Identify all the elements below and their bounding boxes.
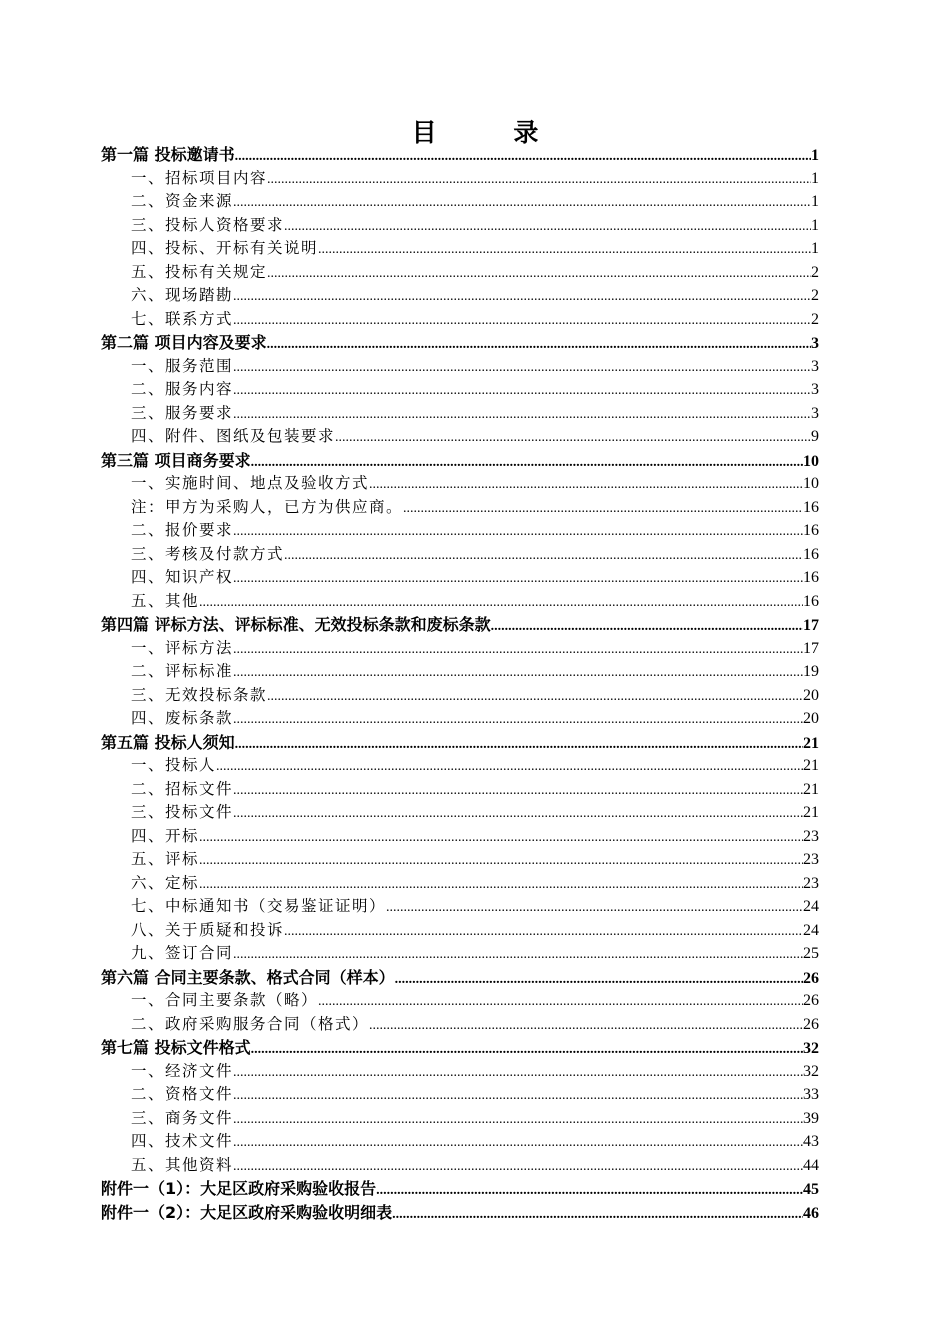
toc-page-number: 9 [811, 428, 819, 445]
toc-page-number: 44 [803, 1156, 819, 1174]
dot-leader [267, 333, 811, 355]
toc-entry-title: 注：甲方为采购人，已方为供应商。 [131, 497, 404, 516]
toc-page-number: 26 [803, 969, 819, 987]
dot-leader [233, 1155, 803, 1178]
toc-entry-title: 第三篇 项目商务要求 [101, 450, 251, 470]
dot-leader [318, 990, 803, 1013]
dot-leader [233, 1084, 803, 1107]
toc-section-entry[interactable] [101, 1107, 819, 1131]
table-of-contents [101, 143, 819, 1224]
dot-leader [284, 920, 803, 943]
toc-entry-title: 三、投标人资格要求 [131, 215, 285, 234]
toc-page-number: 23 [803, 851, 819, 868]
toc-page-number: 16 [803, 569, 819, 586]
toc-entry-title: 一、招标项目内容 [131, 168, 268, 187]
dot-leader [233, 1131, 803, 1154]
toc-entry-title: 五、其他 [131, 591, 200, 610]
toc-section-entry[interactable] [101, 284, 819, 308]
toc-page-number: 1 [811, 216, 819, 234]
dot-leader [233, 285, 811, 308]
toc-entry-title: 一、服务范围 [131, 356, 234, 375]
toc-page-number: 45 [803, 1181, 819, 1198]
toc-page-number: 3 [811, 335, 819, 352]
toc-page-number: 1 [811, 169, 819, 187]
toc-page-number: 19 [803, 663, 819, 680]
toc-section-entry[interactable] [101, 872, 819, 896]
dot-leader [318, 238, 811, 261]
dot-leader [491, 615, 803, 637]
dot-leader [251, 451, 803, 473]
toc-section-entry[interactable] [101, 801, 819, 825]
dot-leader [233, 1061, 803, 1084]
dot-leader [233, 779, 803, 802]
toc-entry-title: 二、资金来源 [131, 192, 234, 210]
dot-leader [395, 968, 803, 990]
toc-page-number: 24 [803, 921, 819, 939]
dot-leader [233, 191, 811, 214]
dot-leader [233, 379, 811, 402]
toc-page-number: 16 [803, 498, 819, 516]
toc-entry-title: 第六篇 合同主要条款、格式合同（样本） [101, 967, 395, 987]
toc-section-entry[interactable] [101, 778, 819, 802]
toc-page-number: 1 [811, 240, 819, 257]
toc-page-number: 10 [803, 452, 819, 470]
toc-entry-title: 五、评标 [131, 850, 200, 868]
toc-page-number: 20 [803, 710, 819, 727]
page-title: 目 录 [411, 118, 573, 147]
dot-leader [233, 567, 803, 590]
toc-chapter-entry[interactable] [101, 449, 819, 473]
toc-page-number: 1 [811, 193, 819, 210]
toc-page-number: 3 [811, 357, 819, 375]
toc-section-entry[interactable] [101, 919, 819, 943]
dot-leader [392, 1203, 803, 1225]
toc-entry-title: 四、知识产权 [131, 568, 234, 586]
toc-entry-title: 四、附件、图纸及包装要求 [131, 427, 336, 445]
toc-entry-title: 四、投标、开标有关说明 [131, 239, 319, 257]
toc-entry-title: 二、报价要求 [131, 521, 234, 539]
toc-entry-title: 第五篇 投标人须知 [101, 732, 235, 752]
toc-section-entry[interactable] [101, 308, 819, 332]
toc-entry-title: 六、现场踏勘 [131, 286, 234, 304]
dot-leader [267, 685, 803, 708]
toc-page-number: 23 [803, 874, 819, 892]
toc-section-entry[interactable] [101, 214, 819, 238]
toc-entry-title: 一、合同主要条款（略） [131, 991, 319, 1009]
toc-page-number: 17 [803, 617, 819, 634]
toc-entry-title: 八、关于质疑和投诉 [131, 920, 285, 939]
toc-section-entry[interactable] [101, 637, 819, 661]
dot-leader [376, 1179, 803, 1201]
toc-page-number: 2 [811, 310, 819, 328]
toc-page-number: 39 [803, 1109, 819, 1127]
toc-page-number: 16 [803, 545, 819, 563]
toc-section-entry[interactable] [101, 237, 819, 261]
toc-entry-title: 三、商务文件 [131, 1108, 234, 1127]
toc-page-number: 33 [803, 1086, 819, 1103]
dot-leader [235, 145, 811, 167]
dot-leader [233, 661, 803, 684]
toc-entry-title: 一、评标方法 [131, 638, 234, 657]
dot-leader [199, 826, 803, 849]
toc-page-number: 20 [803, 686, 819, 704]
toc-page-number: 23 [803, 827, 819, 845]
toc-page-number: 26 [803, 992, 819, 1009]
toc-section-entry[interactable] [101, 989, 819, 1013]
dot-leader [233, 638, 803, 661]
dot-leader [233, 309, 811, 332]
toc-chapter-entry[interactable] [101, 331, 819, 355]
toc-entry-title: 二、服务内容 [131, 380, 234, 398]
toc-section-entry[interactable] [101, 754, 819, 778]
toc-section-entry[interactable] [101, 942, 819, 966]
toc-page-number: 2 [811, 263, 819, 281]
toc-entry-title: 一、实施时间、地点及验收方式 [131, 474, 370, 492]
dot-leader [335, 426, 811, 449]
toc-entry-title: 三、服务要求 [131, 403, 234, 422]
toc-entry-title: 一、经济文件 [131, 1061, 234, 1080]
toc-section-entry[interactable] [101, 1083, 819, 1107]
toc-page-number: 24 [803, 898, 819, 915]
toc-page-number: 32 [803, 1040, 819, 1057]
toc-chapter-entry[interactable] [101, 1036, 819, 1060]
toc-section-entry[interactable] [101, 848, 819, 872]
toc-entry-title: 五、其他资料 [131, 1155, 234, 1174]
dot-leader [199, 849, 803, 872]
toc-entry-title: 第四篇 评标方法、评标标准、无效投标条款和废标条款 [101, 615, 491, 634]
toc-page-number: 16 [803, 522, 819, 539]
toc-entry-title: 五、投标有关规定 [131, 262, 268, 281]
toc-entry-title: 九、签订合同 [131, 944, 234, 962]
toc-section-entry[interactable] [101, 660, 819, 684]
toc-section-entry[interactable] [101, 1060, 819, 1084]
toc-chapter-entry[interactable] [101, 143, 819, 167]
toc-entry-title: 四、技术文件 [131, 1132, 234, 1150]
toc-chapter-entry[interactable] [101, 966, 819, 990]
dot-leader [386, 896, 803, 919]
toc-page-number: 46 [803, 1204, 819, 1222]
toc-entry-title: 三、投标文件 [131, 803, 234, 821]
dot-leader [233, 1108, 803, 1131]
toc-entry-title: 七、联系方式 [131, 309, 234, 328]
toc-entry-title: 二、招标文件 [131, 779, 234, 798]
toc-page-number: 25 [803, 945, 819, 962]
toc-entry-title: 附件一（2）：大足区政府采购验收明细表 [101, 1202, 393, 1222]
toc-section-entry[interactable] [101, 1013, 819, 1037]
dot-leader [233, 802, 803, 825]
toc-page-number: 3 [811, 381, 819, 398]
toc-chapter-entry[interactable] [101, 1201, 819, 1225]
toc-section-entry[interactable] [101, 472, 819, 496]
toc-page-number: 10 [803, 475, 819, 492]
toc-section-entry[interactable] [101, 825, 819, 849]
toc-section-entry[interactable] [101, 496, 819, 520]
toc-section-entry[interactable] [101, 355, 819, 379]
toc-page-number: 16 [803, 592, 819, 610]
dot-leader [199, 873, 803, 896]
toc-section-entry[interactable] [101, 590, 819, 614]
dot-leader [251, 1038, 803, 1060]
dot-leader [267, 168, 811, 191]
toc-section-entry[interactable] [101, 519, 819, 543]
dot-leader [369, 473, 803, 496]
dot-leader [233, 943, 803, 966]
toc-page-number: 3 [811, 404, 819, 422]
dot-leader [369, 1014, 803, 1037]
toc-page-number: 26 [803, 1015, 819, 1033]
toc-section-entry[interactable] [101, 261, 819, 285]
toc-entry-title: 四、废标条款 [131, 709, 234, 727]
toc-section-entry[interactable] [101, 1154, 819, 1178]
toc-entry-title: 七、中标通知书（交易鉴证证明） [131, 897, 387, 915]
toc-entry-title: 二、资格文件 [131, 1085, 234, 1103]
toc-entry-title: 二、政府采购服务合同（格式） [131, 1014, 370, 1033]
dot-leader [199, 591, 803, 614]
toc-section-entry[interactable] [101, 425, 819, 449]
dot-leader [233, 520, 803, 543]
dot-leader [403, 497, 803, 520]
toc-section-entry[interactable] [101, 167, 819, 191]
dot-leader [284, 215, 811, 238]
toc-entry-title: 一、投标人 [131, 756, 217, 774]
toc-entry-title: 附件一（1）：大足区政府采购验收报告 [101, 1179, 377, 1198]
dot-leader [284, 544, 803, 567]
toc-page-number: 21 [803, 780, 819, 798]
toc-page-number: 21 [803, 734, 819, 752]
toc-entry-title: 三、考核及付款方式 [131, 544, 285, 563]
toc-page-number: 21 [803, 757, 819, 774]
toc-section-entry[interactable] [101, 402, 819, 426]
dot-leader [235, 733, 803, 755]
toc-page-number: 17 [803, 639, 819, 657]
dot-leader [233, 708, 803, 731]
dot-leader [267, 262, 811, 285]
dot-leader [216, 755, 803, 778]
toc-page-number: 2 [811, 287, 819, 304]
toc-entry-title: 第七篇 投标文件格式 [101, 1038, 251, 1057]
toc-entry-title: 三、无效投标条款 [131, 685, 268, 704]
toc-entry-title: 四、开标 [131, 826, 200, 845]
toc-chapter-entry[interactable] [101, 731, 819, 755]
toc-entry-title: 第二篇 项目内容及要求 [101, 333, 267, 352]
toc-page-number: 1 [811, 147, 819, 164]
dot-leader [233, 403, 811, 426]
toc-section-entry[interactable] [101, 684, 819, 708]
toc-chapter-entry[interactable] [101, 613, 819, 637]
toc-section-entry[interactable] [101, 190, 819, 214]
toc-page-number: 21 [803, 804, 819, 821]
toc-page-number: 43 [803, 1133, 819, 1150]
toc-section-entry[interactable] [101, 895, 819, 919]
toc-chapter-entry[interactable] [101, 1177, 819, 1201]
toc-entry-title: 第一篇 投标邀请书 [101, 145, 235, 164]
toc-section-entry[interactable] [101, 1130, 819, 1154]
toc-entry-title: 二、评标标准 [131, 662, 234, 680]
toc-entry-title: 六、定标 [131, 873, 200, 892]
toc-section-entry[interactable] [101, 707, 819, 731]
toc-page-number: 32 [803, 1062, 819, 1080]
toc-section-entry[interactable] [101, 566, 819, 590]
dot-leader [233, 356, 811, 379]
toc-section-entry[interactable] [101, 378, 819, 402]
toc-section-entry[interactable] [101, 543, 819, 567]
